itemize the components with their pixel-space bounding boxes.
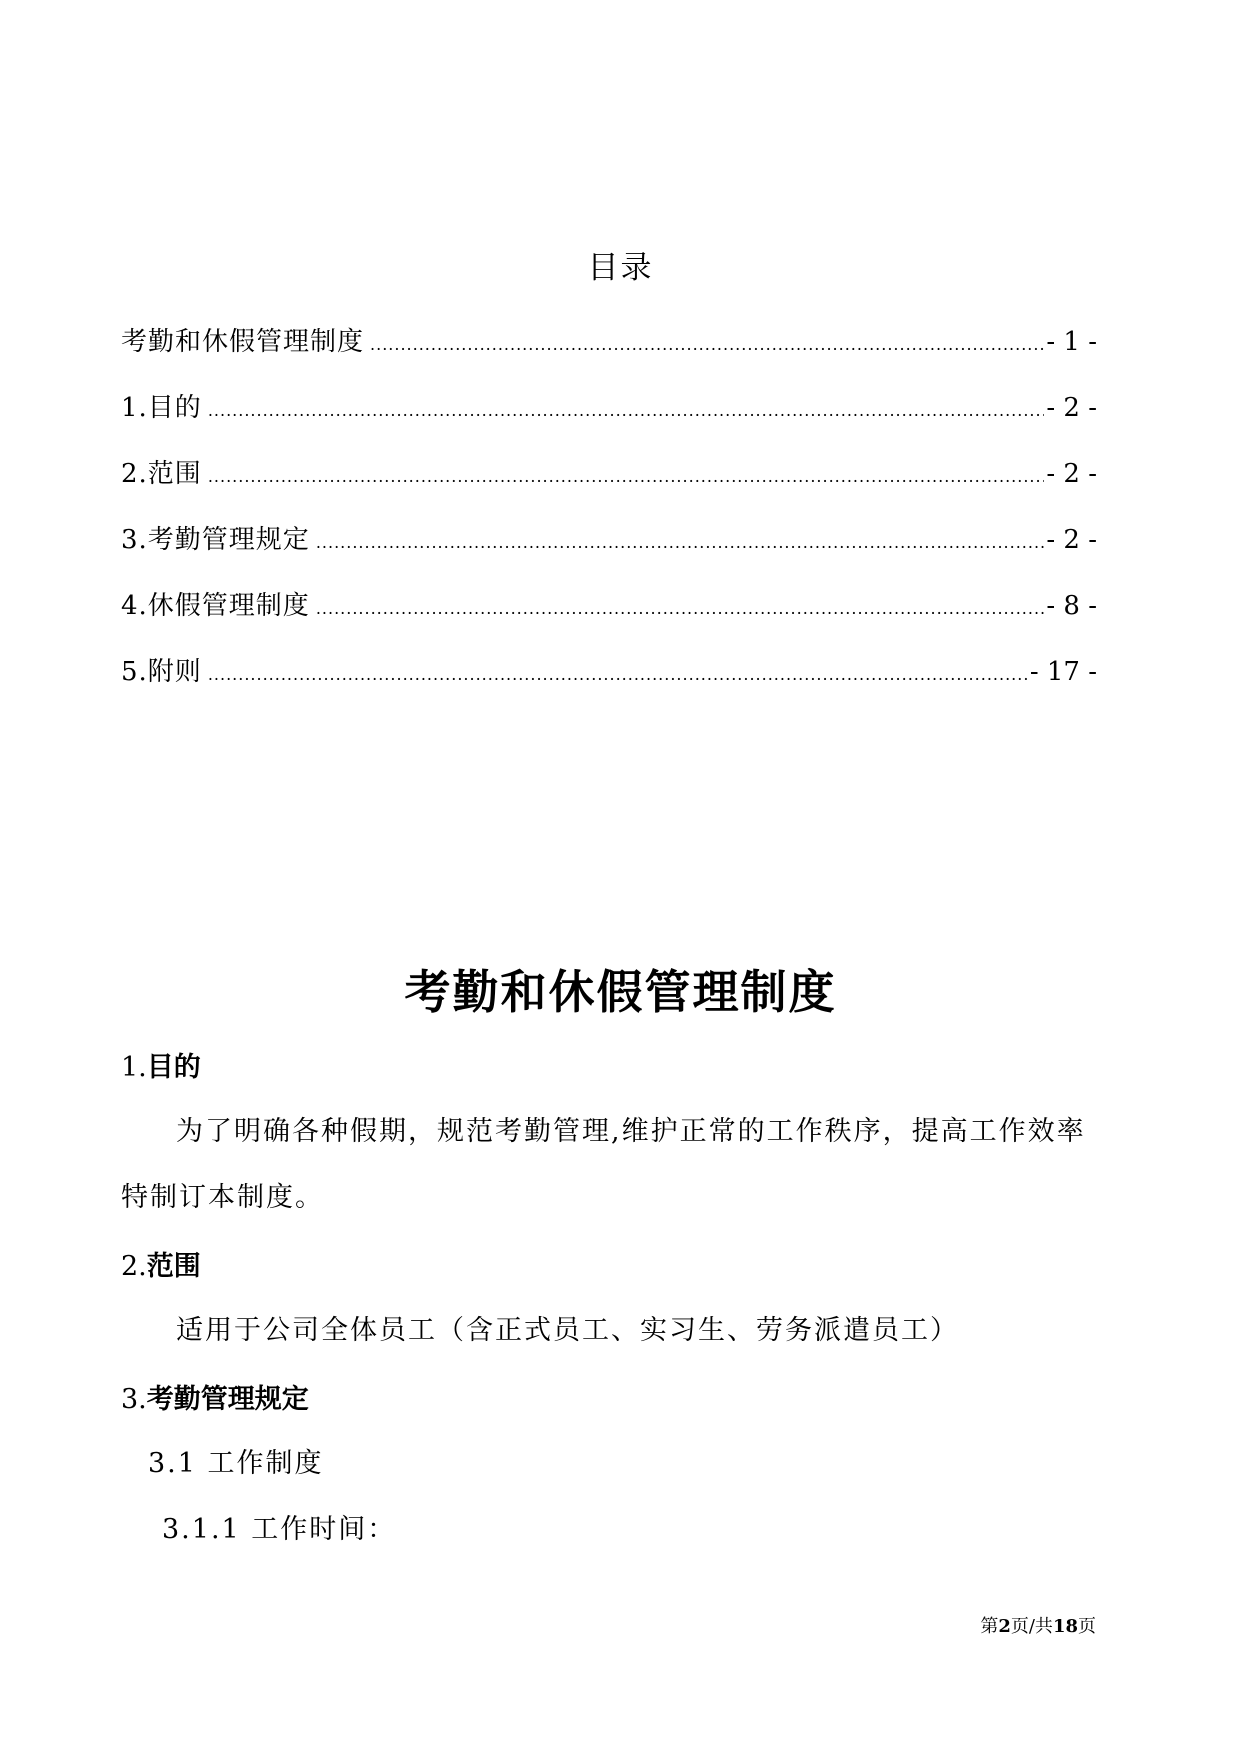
toc-leader-dots: [370, 325, 1044, 365]
subsection-heading: 3.1 工作制度: [148, 1448, 324, 1479]
footer-suffix: 页: [1078, 1616, 1096, 1637]
toc-leader-dots: [208, 655, 1028, 695]
page-number-footer: [980, 1615, 1096, 1639]
toc-entry-label: 1.目的: [121, 393, 202, 423]
toc-title: 目录: [587, 250, 654, 286]
section-heading-scope: [121, 1247, 201, 1287]
section-heading-text: 目的: [146, 1052, 201, 1083]
footer-prefix: 第: [980, 1616, 999, 1637]
toc-leader-dots: [208, 391, 1045, 431]
section-heading-purpose: [121, 1048, 201, 1088]
toc-entry-label: 2.范围: [121, 459, 202, 489]
toc-entry-page: - 17 -: [1029, 657, 1097, 687]
toc-leader-dots: [316, 589, 1045, 629]
section-heading-text: 考勤管理规定: [146, 1384, 309, 1415]
toc-entry-page: - 2 -: [1046, 459, 1097, 489]
toc-entry[interactable]: [121, 322, 1097, 388]
toc-entry-page: - 2 -: [1046, 525, 1097, 555]
section-heading-attendance: [121, 1380, 309, 1420]
toc-entry-page: - 8 -: [1046, 591, 1097, 621]
toc-entry[interactable]: [121, 454, 1097, 520]
document-title: 考勤和休假管理制度: [404, 965, 837, 1019]
toc-entry[interactable]: [121, 652, 1097, 718]
section-heading-text: 范围: [146, 1251, 201, 1282]
toc-entry-label: 考勤和休假管理制度: [121, 327, 365, 357]
toc-entry-page: - 2 -: [1046, 393, 1097, 423]
footer-total-pages: 18: [1052, 1616, 1078, 1637]
purpose-paragraph-line: 为了明确各种假期，规范考勤管理,维护正常的工作秩序，提高工作效率: [176, 1116, 1086, 1147]
toc-entry-page: - 1 -: [1046, 327, 1097, 357]
toc-entry[interactable]: [121, 388, 1097, 454]
toc-entry-label: 4.休假管理制度: [121, 591, 310, 621]
section-number: 3.: [121, 1384, 147, 1415]
toc-leader-dots: [208, 457, 1045, 497]
toc-entry-label: 3.考勤管理规定: [121, 525, 310, 555]
toc-entry-label: 5.附则: [121, 657, 202, 687]
table-of-contents: [121, 322, 1097, 718]
toc-entry[interactable]: [121, 520, 1097, 586]
subsubsection-heading: 3.1.1 工作时间：: [162, 1514, 397, 1545]
toc-entry[interactable]: [121, 586, 1097, 652]
toc-leader-dots: [316, 523, 1045, 563]
section-number: 1.: [121, 1052, 147, 1083]
footer-middle: 页/共: [1010, 1616, 1053, 1637]
scope-paragraph: 适用于公司全体员工（含正式员工、实习生、劳务派遣员工）: [176, 1315, 959, 1346]
purpose-paragraph-line: 特制订本制度。: [121, 1182, 324, 1213]
footer-current-page: 2: [998, 1616, 1011, 1637]
section-number: 2.: [121, 1251, 147, 1282]
